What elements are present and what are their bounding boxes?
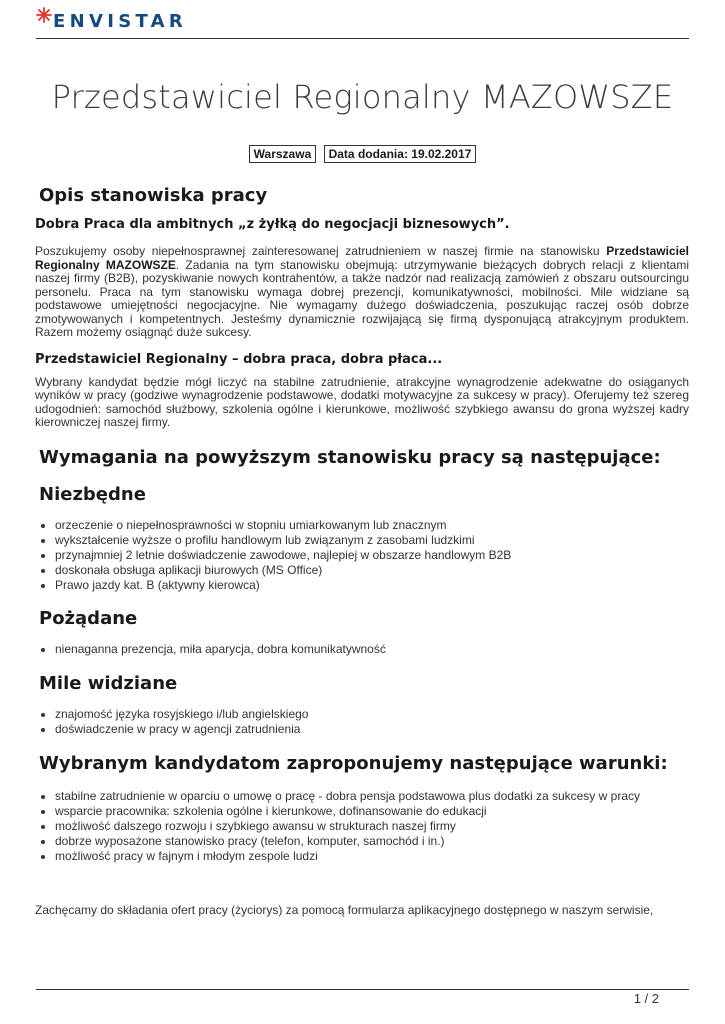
- essential-list: [35, 518, 689, 593]
- list-item: • przynajmniej 2 letnie doświadczenie zawodowe, najlepiej w obszarze handlowym B2B: [55, 548, 689, 563]
- description-paragraph-1: Poszukujemy osoby niepełnosprawnej zainteresowanej zatrudnieniem w naszej firmie na stanowisku Przedstawiciel Regionalny MAZOWSZE. Zadania na tym stanowisku obejmują: utrzymywanie bieżących dobrych relacji z klientami naszej firmy (B2B), pozyskiwanie nowych kontrahentów, a także nadzór nad realizacją zamówień z obszaru outsourcingu personelu. Praca na tym stanowisku wymaga dobrej prezencji, komunikatywności, mobilności. Mile widziane są podstawowe umiejętności negocjacyjne. Nie wymagamy dużego doświadczenia, poszukując raczej osób dobrze zmotywowanych i kompetentnych. Jesteśmy dynamicznie rozwijającą się firmą dysponującą atrakcyjnym produktem. Razem możemy osiągnąć duże sukcesy.: [35, 244, 689, 339]
- list-item: • wykształcenie wyższe o profilu handlowym lub związanym z zasobami ludzkimi: [55, 533, 689, 548]
- list-item: • dobrze wyposażone stanowisko pracy (telefon, komputer, samochód i in.): [55, 834, 689, 849]
- desired-list: [35, 642, 689, 657]
- star-icon: [36, 7, 52, 23]
- description-subheading: Dobra Praca dla ambitnych „z żyłką do negocjacji biznesowych”.: [35, 217, 510, 232]
- requirements-heading: Wymagania na powyższym stanowisku pracy są następujące:: [39, 446, 661, 468]
- list-item: • stabilne zatrudnienie w oparciu o umowę o pracę - dobra pensja podstawowa plus dodatki za sukcesy w pracy: [55, 789, 689, 804]
- job-title-inline: Przedstawiciel Regionalny MAZOWSZE: [35, 244, 689, 272]
- offer-heading: Wybranym kandydatom zaproponujemy następujące warunki:: [39, 752, 668, 774]
- header-divider: [36, 38, 689, 39]
- list-item: • możliwość pracy w fajnym i młodym zespole ludzi: [55, 849, 689, 864]
- description-heading: Opis stanowiska pracy: [39, 185, 268, 206]
- list-item: • możliwość dalszego rozwoju i szybkiego awansu w strukturach naszej firmy: [55, 819, 689, 834]
- company-logo: [36, 7, 276, 31]
- list-item: • wsparcie pracownika: szkolenia ogólne i kierunkowe, dofinansowanie do edukacji: [55, 804, 689, 819]
- list-item: • doświadczenie w pracy w agencji zatrudnienia: [55, 722, 689, 737]
- welcome-list: [35, 707, 689, 737]
- list-item: • nienaganna prezencja, miła aparycja, dobra komunikatywność: [55, 642, 689, 657]
- welcome-heading: Mile widziane: [39, 672, 178, 694]
- offer-list: [35, 789, 689, 864]
- list-item: • Prawo jazdy kat. B (aktywny kierowca): [55, 578, 689, 593]
- page-number: 1 / 2: [633, 991, 659, 1006]
- list-item: • znajomość języka rosyjskiego i/lub angielskiego: [55, 707, 689, 722]
- description-subheading-2: Przedstawiciel Regionalny – dobra praca, dobra płaca...: [35, 351, 443, 367]
- essential-heading: Niezbędne: [39, 483, 146, 505]
- logo-text: ENVISTAR: [53, 11, 188, 32]
- location-badge: Warszawa: [249, 145, 317, 163]
- desired-heading: Pożądane: [39, 607, 138, 629]
- closing-paragraph: Zachęcamy do składania ofert pracy (życiorys) za pomocą formularza aplikacyjnego dostępnego w naszym serwisie,: [35, 902, 654, 917]
- job-content: [35, 182, 689, 917]
- job-meta: [0, 145, 725, 163]
- date-badge: Data dodania: 19.02.2017: [324, 145, 477, 163]
- list-item: • doskonała obsługa aplikacji biurowych (MS Office): [55, 563, 689, 578]
- footer-divider: [36, 989, 689, 990]
- list-item: • orzeczenie o niepełnosprawności w stopniu umiarkowanym lub znacznym: [55, 518, 689, 533]
- page-title: Przedstawiciel Regionalny MAZOWSZE: [51, 78, 674, 116]
- description-paragraph-2: Wybrany kandydat będzie mógł liczyć na stabilne zatrudnienie, atrakcyjne wynagrodzenie adekwatne do osiąganych wyników w pracy (godziwe wynagrodzenie podstawowe, dodatki motywacyjne za sukcesy w pracy). Oferujemy też szereg udogodnień: samochód służbowy, szkolenia ogólne i kierunkowe, możliwość szybkiego awansu do grona wyższej kadry kierowniczej naszej firmy.: [35, 374, 689, 429]
